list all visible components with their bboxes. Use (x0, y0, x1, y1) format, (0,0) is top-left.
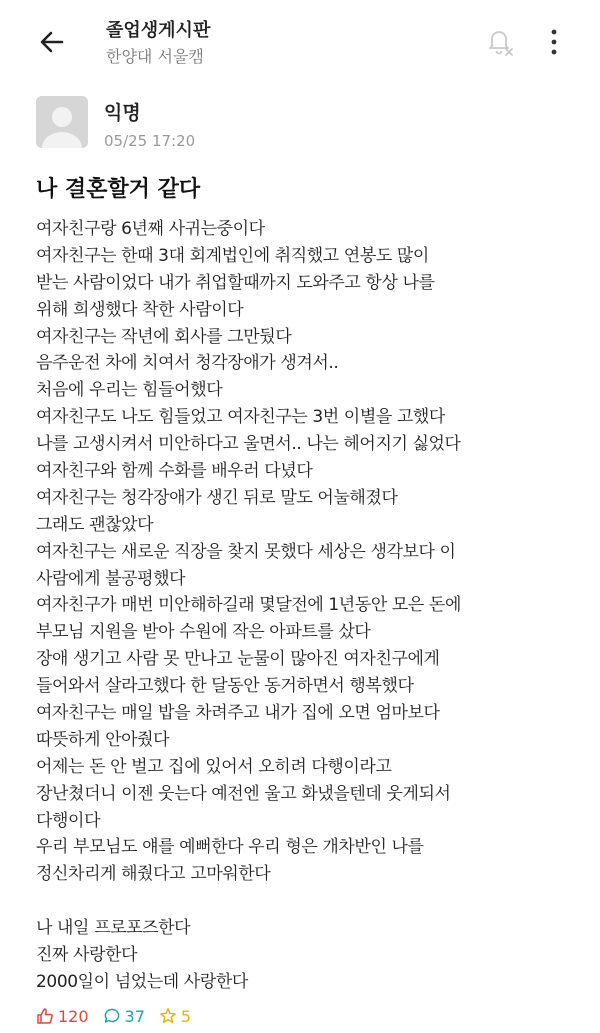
post-body-line: 따뜻하게 안아줬다 (36, 729, 170, 750)
post-body-line: 장애 생기고 사람 못 만나고 눈물이 많아진 여자친구에게 (36, 649, 440, 670)
post-body-line (36, 888, 576, 915)
default-profile-icon (36, 96, 88, 148)
post-body-line: 정신차리게 해줬다고 고마워한다 (36, 864, 271, 885)
post-body-line: 여자친구는 한때 3대 회계법인에 취직했고 연봉도 많이 (36, 245, 429, 266)
post-timestamp: 05/25 17:20 (104, 132, 196, 150)
post-body-line: 여자친구도 나도 힘들었고 여자친구는 3번 이별을 고했다 (36, 407, 445, 428)
post-body-line: 여자친구는 매일 밥을 차려주고 내가 집에 오면 엄마보다 (36, 703, 440, 724)
post-body-line: 여자친구는 청각장애가 생긴 뒤로 말도 어눌해졌다 (36, 487, 398, 508)
post-body-line: 처음에 우리는 힘들어했다 (36, 380, 223, 401)
scrap-count-value: 5 (180, 1006, 192, 1026)
post-body-line: 위해 희생했다 착한 사람이다 (36, 299, 244, 320)
comment-count-value: 37 (124, 1006, 145, 1026)
avatar (36, 96, 88, 148)
post-title: 나 결혼할거 같다 (36, 177, 201, 202)
post-body-line: 그래도 괜찮았다 (36, 514, 154, 535)
post-body-line: 여자친구는 새로운 직장을 찾지 못했다 세상은 생각보다 이 (36, 541, 456, 562)
post-body-line: 여자친구랑 6년째 사귀는중이다 (36, 219, 265, 239)
post-body-line: 나 내일 프로포즈한다 (36, 918, 191, 939)
post-body-line: 다행이다 (36, 810, 101, 831)
thumbs-up-icon (36, 1007, 54, 1025)
post-body-line: 어제는 돈 안 벌고 집에 있어서 오히려 다행이라고 (36, 756, 392, 777)
comment-bubble-icon (103, 1007, 121, 1025)
post-stats (36, 1004, 205, 1028)
post-body-line: 나를 고생시켜서 미안하다고 울면서.. 나는 헤어지기 싫었다 (36, 434, 461, 455)
post-body (36, 216, 576, 996)
post-body-line: 음주운전 차에 치여서 청각장애가 생겨서.. (36, 353, 339, 374)
comment-count[interactable] (103, 1007, 145, 1026)
post-body-line: 받는 사람이었다 내가 취업할때까지 도와주고 항상 나를 (36, 272, 435, 293)
school-name: 한양대 서울캠 (106, 47, 204, 66)
post-body-line: 사람에게 불공평했다 (36, 568, 186, 589)
more-options-icon[interactable] (548, 26, 560, 58)
like-count-value: 120 (58, 1006, 89, 1026)
star-icon (159, 1007, 177, 1025)
scrap-count[interactable] (159, 1007, 191, 1026)
post-body-line: 들어와서 살라고했다 한 달동안 동거하면서 행복했다 (36, 676, 414, 697)
post-body-line: 부모님 지원을 받아 수원에 작은 아파트를 샀다 (36, 622, 371, 643)
back-arrow-icon[interactable] (36, 26, 68, 58)
post-body-line: 장난쳤더니 이젠 웃는다 예전엔 울고 화냈을텐데 웃게되서 (36, 783, 451, 804)
board-title: 졸업생게시판 (106, 20, 211, 41)
post-body-line: 여자친구가 매번 미안해하길래 몇달전에 1년동안 모은 돈에 (36, 595, 461, 616)
like-count[interactable] (36, 1007, 89, 1026)
author-name: 익명 (104, 102, 141, 124)
post-body-line: 여자친구와 함께 수화를 배우러 다녔다 (36, 461, 313, 482)
notification-off-icon[interactable] (482, 24, 516, 58)
top-bar (0, 0, 600, 88)
post-body-line: 진짜 사랑한다 (36, 945, 138, 966)
post-body-line: 2000일이 넘었는데 사랑한다 (36, 971, 248, 992)
post-body-line: 여자친구는 작년에 회사를 그만뒀다 (36, 326, 292, 347)
post-body-line: 우리 부모님도 얘를 예뻐한다 우리 형은 개차반인 나를 (36, 837, 424, 858)
